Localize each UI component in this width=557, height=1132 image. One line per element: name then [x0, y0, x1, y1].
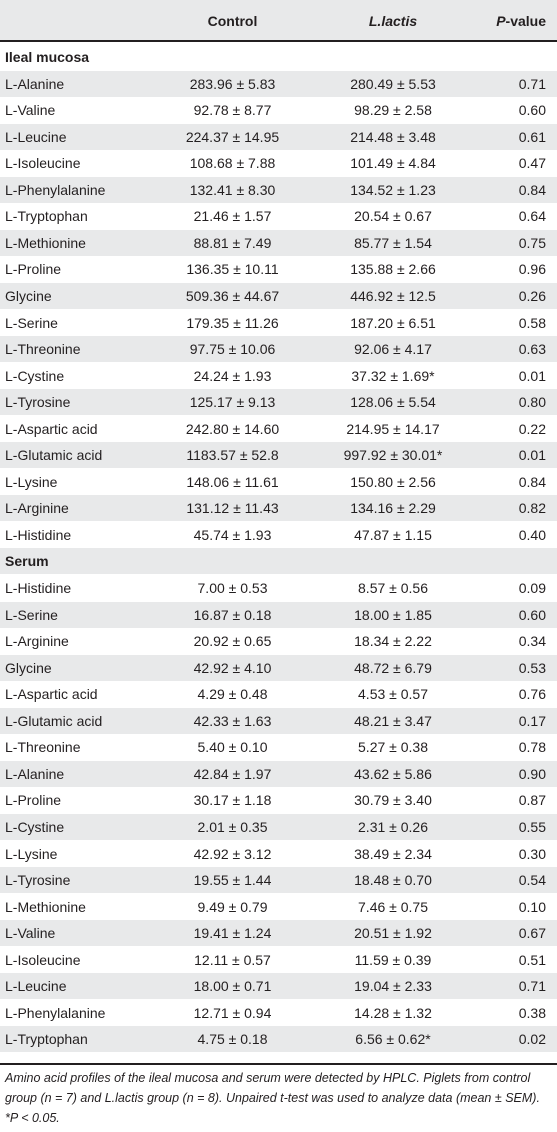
p-value: 0.67 — [518, 925, 546, 942]
section-header-row — [0, 548, 557, 574]
treatment-value: 128.06 ± 5.54 — [350, 394, 436, 411]
treatment-value: 20.54 ± 0.67 — [354, 208, 432, 225]
control-value: 2.01 ± 0.35 — [197, 818, 268, 835]
table-row — [0, 71, 557, 97]
table-row — [0, 973, 557, 999]
control-value: 125.17 ± 9.13 — [189, 394, 276, 411]
p-value: 0.96 — [518, 261, 546, 278]
control-value: 9.49 ± 0.79 — [197, 898, 268, 915]
p-value: 0.61 — [518, 128, 546, 145]
amino-acid-name: L-Tryptophan — [5, 1031, 88, 1048]
control-value: 42.84 ± 1.97 — [193, 765, 272, 782]
p-value: 0.90 — [518, 765, 546, 782]
table-row — [0, 947, 557, 973]
amino-acid-name: Glycine — [5, 287, 52, 304]
table-row — [0, 416, 557, 442]
table-row — [0, 469, 557, 495]
p-value: 0.64 — [518, 208, 546, 225]
amino-acid-name: Glycine — [5, 659, 52, 676]
control-value: 42.92 ± 4.10 — [193, 659, 272, 676]
treatment-value: 214.48 ± 3.48 — [350, 128, 436, 145]
table-row — [0, 841, 557, 867]
control-value: 7.00 ± 0.53 — [197, 580, 268, 596]
table-row — [0, 310, 557, 336]
treatment-value: 6.56 ± 0.62* — [355, 1031, 431, 1048]
p-value: 0.60 — [518, 606, 546, 623]
treatment-value: 43.62 ± 5.86 — [354, 765, 432, 782]
control-value: 509.36 ± 44.67 — [185, 287, 280, 304]
treatment-value: 30.79 ± 3.40 — [354, 792, 432, 809]
p-value: 0.26 — [518, 287, 546, 304]
treatment-value: 101.49 ± 4.84 — [350, 155, 436, 172]
control-value: 224.37 ± 14.95 — [185, 128, 280, 145]
amino-acid-name: L-Cystine — [5, 367, 65, 384]
header-pvalue-suffix: -value — [505, 13, 546, 29]
treatment-value: 2.31 ± 0.26 — [358, 818, 428, 835]
control-value: 242.80 ± 14.60 — [185, 420, 280, 437]
control-value: 132.41 ± 8.30 — [189, 181, 276, 198]
control-value: 12.71 ± 0.94 — [193, 1004, 272, 1021]
control-value: 20.92 ± 0.65 — [193, 633, 272, 650]
p-value: 0.01 — [518, 447, 546, 464]
p-value: 0.51 — [518, 951, 546, 968]
control-value: 1183.57 ± 52.8 — [186, 447, 279, 464]
section-title: Serum — [5, 553, 49, 570]
treatment-value: 280.49 ± 5.53 — [350, 75, 436, 92]
p-value: 0.53 — [518, 659, 546, 676]
amino-acid-name: L-Methionine — [5, 234, 86, 251]
bottom-rule — [0, 1063, 557, 1065]
treatment-value: 48.21 ± 3.47 — [354, 712, 432, 729]
control-value: 21.46 ± 1.57 — [193, 208, 272, 225]
control-value: 97.75 ± 10.06 — [189, 341, 276, 358]
table-row — [0, 1000, 557, 1026]
table-row — [0, 575, 557, 601]
amino-acid-name: L-Serine — [5, 606, 58, 623]
table-row — [0, 787, 557, 813]
treatment-value: 98.29 ± 2.58 — [354, 102, 432, 119]
table-row — [0, 442, 557, 468]
treatment-value: 135.88 ± 2.66 — [350, 261, 436, 278]
table-row — [0, 761, 557, 787]
treatment-value: 14.28 ± 1.32 — [354, 1004, 432, 1021]
p-value: 0.60 — [518, 102, 546, 119]
control-value: 92.78 ± 8.77 — [193, 102, 272, 119]
p-value: 0.76 — [518, 686, 546, 703]
section-header-row — [0, 44, 557, 70]
p-value: 0.54 — [518, 872, 546, 889]
treatment-value: 8.57 ± 0.56 — [358, 580, 428, 596]
table-row — [0, 734, 557, 760]
amino-acid-name: L-Leucine — [5, 128, 67, 145]
treatment-value: 92.06 ± 4.17 — [354, 341, 432, 358]
amino-acid-name: L-Arginine — [5, 633, 69, 650]
table-row — [0, 283, 557, 309]
control-value: 136.35 ± 10.11 — [186, 261, 279, 278]
treatment-value: 18.00 ± 1.85 — [354, 606, 432, 623]
p-value: 0.02 — [518, 1031, 546, 1048]
table-header — [0, 0, 557, 40]
treatment-value: 18.34 ± 2.22 — [354, 633, 432, 650]
p-value: 0.22 — [518, 420, 546, 437]
amino-acid-name: L-Aspartic acid — [5, 420, 98, 437]
table-row — [0, 256, 557, 282]
header-pvalue — [478, 13, 546, 29]
treatment-value: 85.77 ± 1.54 — [354, 234, 432, 251]
control-value: 19.41 ± 1.24 — [193, 925, 272, 942]
table-row — [0, 177, 557, 203]
control-value: 45.74 ± 1.93 — [193, 526, 272, 543]
amino-acid-name: L-Histidine — [5, 580, 72, 596]
p-value: 0.38 — [518, 1004, 546, 1021]
treatment-value: 7.46 ± 0.75 — [358, 898, 428, 915]
p-value: 0.80 — [518, 394, 546, 411]
p-value: 0.87 — [518, 792, 546, 809]
treatment-value: 48.72 ± 6.79 — [354, 659, 432, 676]
table-row — [0, 655, 557, 681]
table-row — [0, 230, 557, 256]
treatment-value: 37.32 ± 1.69* — [351, 367, 435, 384]
table-row — [0, 389, 557, 415]
control-value: 42.92 ± 3.12 — [193, 845, 272, 862]
table-row — [0, 628, 557, 654]
control-value: 12.11 ± 0.57 — [194, 951, 271, 968]
control-value: 24.24 ± 1.93 — [193, 367, 272, 384]
p-value: 0.47 — [518, 155, 546, 172]
control-value: 5.40 ± 0.10 — [197, 739, 268, 756]
p-value: 0.30 — [518, 845, 546, 862]
amino-acid-name: L-Threonine — [5, 739, 81, 756]
amino-acid-name: L-Lysine — [5, 845, 58, 862]
amino-acid-name: L-Valine — [5, 102, 56, 119]
header-treatment: L.lactis — [368, 13, 418, 29]
control-value: 108.68 ± 7.88 — [189, 155, 276, 172]
p-value: 0.78 — [518, 739, 546, 756]
section-title: Ileal mucosa — [5, 49, 90, 65]
control-value: 4.75 ± 0.18 — [197, 1031, 268, 1048]
amino-acid-name: L-Methionine — [5, 898, 86, 915]
treatment-value: 187.20 ± 6.51 — [350, 314, 436, 331]
amino-acid-name: L-Serine — [5, 314, 58, 331]
table-row — [0, 336, 557, 362]
treatment-value: 214.95 ± 14.17 — [346, 420, 440, 437]
table-footnote: Amino acid profiles of the ileal mucosa and serum were detected by HPLC. Piglets from control group (n = 7) and L.lactis group (n = 8). Unpaired t-test was used to analyze data (mean ± SEM). *P < 0.05. — [5, 1071, 540, 1125]
p-value: 0.63 — [518, 341, 546, 358]
table-row — [0, 867, 557, 893]
control-value: 18.00 ± 0.71 — [193, 978, 272, 995]
p-value: 0.17 — [518, 712, 546, 729]
p-value: 0.84 — [518, 473, 546, 490]
p-value: 0.75 — [518, 234, 546, 251]
control-value: 16.87 ± 0.18 — [193, 606, 272, 623]
table-row — [0, 1026, 557, 1052]
amino-acid-name: L-Proline — [5, 261, 62, 278]
p-value: 0.71 — [518, 75, 546, 92]
control-value: 19.55 ± 1.44 — [193, 872, 272, 889]
table-row — [0, 681, 557, 707]
control-value: 283.96 ± 5.83 — [189, 75, 276, 92]
control-value: 131.12 ± 11.43 — [186, 500, 279, 517]
treatment-value: 134.16 ± 2.29 — [350, 500, 436, 517]
p-value: 0.10 — [518, 898, 546, 915]
treatment-value: 446.92 ± 12.5 — [350, 287, 436, 304]
table-row — [0, 203, 557, 229]
amino-acid-name: L-Leucine — [5, 978, 67, 995]
amino-acid-name: L-Isoleucine — [5, 155, 81, 172]
treatment-value: 5.27 ± 0.38 — [358, 739, 428, 756]
p-value: 0.71 — [518, 978, 546, 995]
p-value: 0.58 — [518, 314, 546, 331]
amino-acid-name: L-Threonine — [5, 341, 81, 358]
amino-acid-name: L-Lysine — [5, 473, 58, 490]
amino-acid-name: L-Glutamic acid — [5, 447, 103, 464]
amino-acid-name: L-Alanine — [5, 765, 65, 782]
amino-acid-name: L-Phenylalanine — [5, 1004, 106, 1021]
treatment-value: 997.92 ± 30.01* — [343, 447, 443, 464]
table-row — [0, 602, 557, 628]
control-value: 148.06 ± 11.61 — [186, 473, 279, 490]
control-value: 42.33 ± 1.63 — [193, 712, 272, 729]
treatment-value: 47.87 ± 1.15 — [354, 526, 432, 543]
amino-acid-name: L-Arginine — [5, 500, 69, 517]
table-row — [0, 522, 557, 548]
control-value: 30.17 ± 1.18 — [193, 792, 272, 809]
amino-acid-name: L-Valine — [5, 925, 56, 942]
p-value: 0.09 — [518, 580, 546, 596]
table-row — [0, 495, 557, 521]
treatment-value: 4.53 ± 0.57 — [358, 686, 428, 703]
p-value: 0.01 — [518, 367, 546, 384]
amino-acid-name: L-Tyrosine — [5, 394, 71, 411]
table-row — [0, 920, 557, 946]
treatment-value: 19.04 ± 2.33 — [354, 978, 432, 995]
control-value: 88.81 ± 7.49 — [193, 234, 272, 251]
amino-acid-name: L-Histidine — [5, 526, 72, 543]
amino-acid-name: L-Isoleucine — [5, 951, 81, 968]
table-row — [0, 150, 557, 176]
header-rule — [0, 40, 557, 42]
amino-acid-name: L-Tryptophan — [5, 208, 88, 225]
treatment-value: 134.52 ± 1.23 — [350, 181, 436, 198]
table-row — [0, 363, 557, 389]
amino-acid-name: L-Proline — [5, 792, 62, 809]
amino-acid-name: L-Glutamic acid — [5, 712, 103, 729]
p-value: 0.40 — [518, 526, 546, 543]
treatment-value: 11.59 ± 0.39 — [354, 951, 432, 968]
treatment-value: 38.49 ± 2.34 — [354, 845, 432, 862]
control-value: 4.29 ± 0.48 — [197, 686, 268, 703]
header-pvalue-letter: P — [496, 13, 506, 29]
amino-acid-name: L-Alanine — [5, 75, 65, 92]
control-value: 179.35 ± 11.26 — [186, 314, 279, 331]
table-row — [0, 708, 557, 734]
amino-acid-name: L-Phenylalanine — [5, 181, 106, 198]
treatment-value: 150.80 ± 2.56 — [350, 473, 436, 490]
p-value: 0.82 — [518, 500, 546, 517]
amino-acid-name: L-Tyrosine — [5, 872, 71, 889]
p-value: 0.34 — [518, 633, 546, 650]
p-value: 0.84 — [518, 181, 546, 198]
table-row — [0, 814, 557, 840]
table-row — [0, 894, 557, 920]
amino-acid-name: L-Aspartic acid — [5, 686, 98, 703]
treatment-value: 20.51 ± 1.92 — [354, 925, 432, 942]
amino-acid-name: L-Cystine — [5, 818, 65, 835]
table-row — [0, 97, 557, 123]
treatment-value: 18.48 ± 0.70 — [354, 872, 432, 889]
p-value: 0.55 — [518, 818, 546, 835]
header-control: Control — [207, 13, 258, 29]
table-row — [0, 124, 557, 150]
